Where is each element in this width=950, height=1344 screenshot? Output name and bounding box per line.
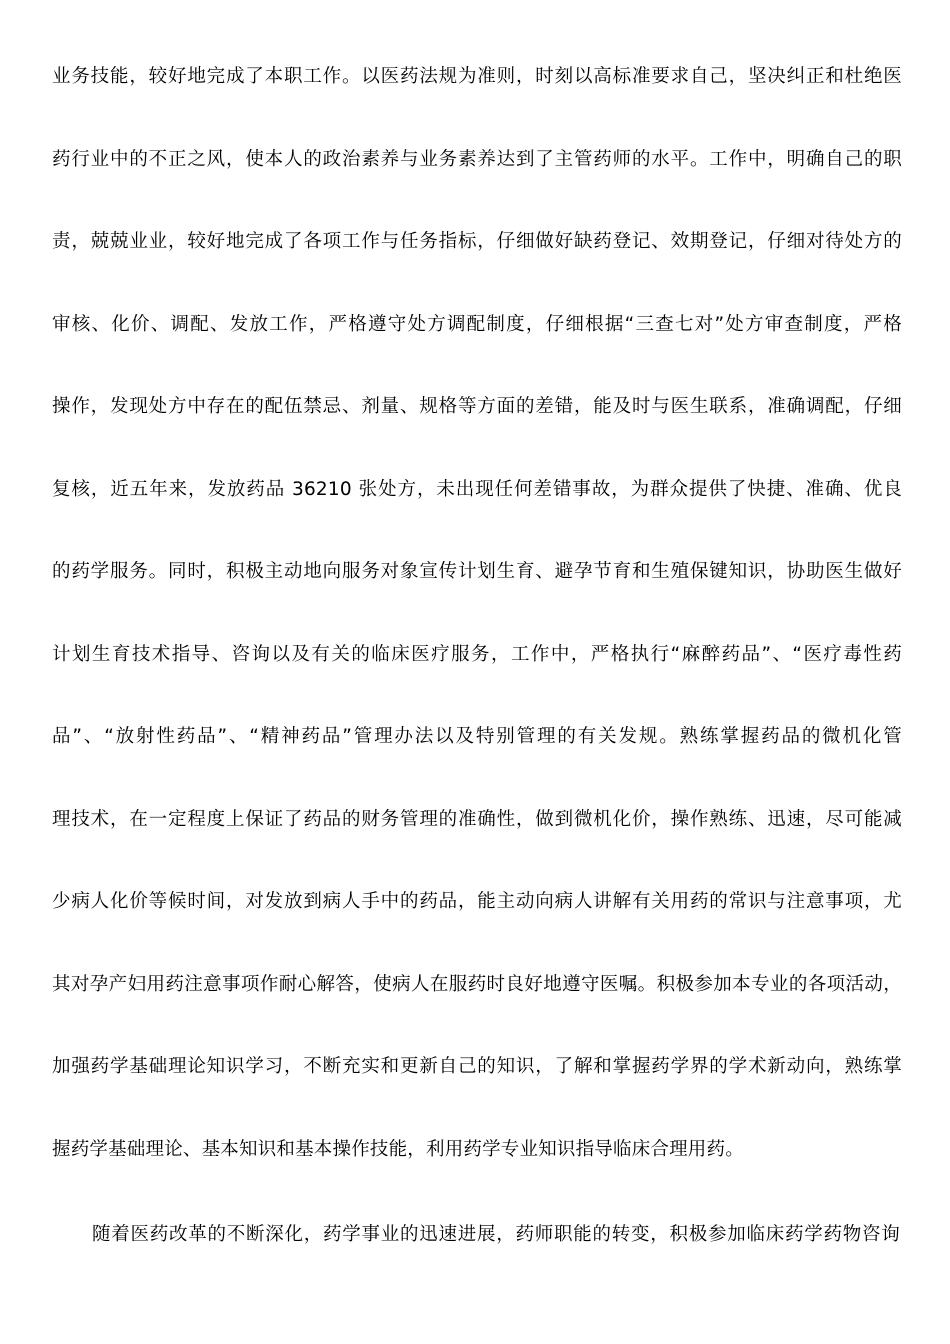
paragraph-1-line-5: 操作，发现处方中存在的配伍禁忌、剂量、规格等方面的差错，能及时与医生联系，准确调配，仔细 bbox=[52, 396, 902, 417]
paragraph-1-line-8: 计划生育技术指导、咨询以及有关的临床医疗服务，工作中，严格执行“麻醉药品”、“医疗毒性药 bbox=[52, 644, 902, 665]
paragraph-1-line-12: 其对孕产妇用药注意事项作耐心解答，使病人在服药时良好地遵守医嘱。积极参加本专业的各项活动， bbox=[52, 974, 902, 995]
paragraph-1-line-7: 的药学服务。同时，积极主动地向服务对象宣传计划生育、避孕节育和生殖保键知识，协助医生做好 bbox=[52, 561, 902, 582]
paragraph-1-line-11: 少病人化价等候时间，对发放到病人手中的药品，能主动向病人讲解有关用药的常识与注意事项，尤 bbox=[52, 891, 902, 912]
paragraph-1-line-4: 审核、化价、调配、发放工作，严格遵守处方调配制度，仔细根据“三查七对”处方审查制度，严格 bbox=[52, 314, 902, 335]
paragraph-1-line-13: 加强药学基础理论知识学习，不断充实和更新自己的知识，了解和掌握药学界的学术新动向，熟练掌 bbox=[52, 1056, 902, 1077]
paragraph-1-line-9: 品”、“放射性药品”、“精神药品”管理办法以及特别管理的有关发规。熟练掌握药品的微机化管 bbox=[52, 726, 902, 747]
paragraph-1-line-10: 理技术，在一定程度上保证了药品的财务管理的准确性，做到微机化价，操作熟练、迅速，尽可能减 bbox=[52, 809, 902, 830]
paragraph-1-line-14: 握药学基础理论、基本知识和基本操作技能，利用药学专业知识指导临床合理用药。 bbox=[52, 1139, 744, 1160]
paragraph-1-line-3: 责，兢兢业业，较好地完成了各项工作与任务指标，仔细做好缺药登记、效期登记，仔细对待处方的 bbox=[52, 231, 902, 252]
paragraph-1-line-1: 业务技能，较好地完成了本职工作。以医药法规为准则，时刻以高标准要求自己，坚决纠正和杜绝医 bbox=[52, 66, 902, 87]
paragraph-1-line-2: 药行业中的不正之风，使本人的政治素养与业务素养达到了主管药师的水平。工作中，明确自己的职 bbox=[52, 149, 902, 170]
paragraph-1-line-6: 复核，近五年来，发放药品 36210 张处方，未出现任何差错事故，为群众提供了快捷、准确、优良 bbox=[52, 479, 902, 500]
paragraph-2-line-1: 随着医药改革的不断深化，药学事业的迅速进展，药师职能的转变，积极参加临床药学药物咨询 bbox=[92, 1224, 900, 1245]
